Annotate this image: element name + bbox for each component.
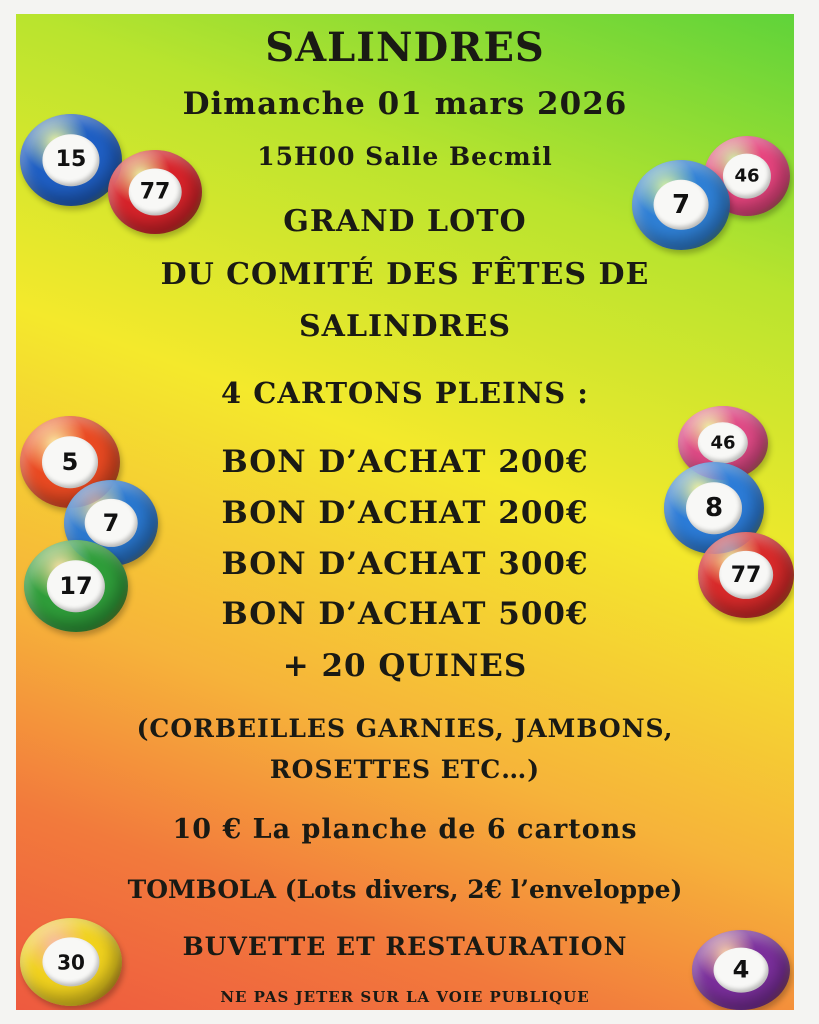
prize-1: BON D’ACHAT 200€	[221, 444, 589, 480]
prizes-title: 4 CARTONS PLEINS :	[221, 376, 589, 410]
buvette-line: BUVETTE ET RESTAURATION	[182, 932, 628, 961]
bingo-ball-icon	[692, 930, 790, 1010]
prize-3: BON D’ACHAT 300€	[221, 546, 589, 582]
loto-poster	[16, 14, 794, 1010]
bingo-ball-number: 17	[47, 560, 105, 612]
bingo-ball-number: 15	[42, 134, 99, 186]
bingo-ball-number: 7	[654, 180, 709, 230]
bingo-ball-number: 77	[719, 551, 773, 599]
quines-detail-line-1: (CORBEILLES GARNIES, JAMBONS,	[136, 714, 674, 743]
bingo-ball-number: 7	[85, 499, 138, 547]
bingo-ball-icon	[20, 114, 122, 206]
bingo-ball-number: 30	[42, 937, 99, 986]
footer-notice: NE PAS JETER SUR LA VOIE PUBLIQUE	[220, 988, 590, 1006]
event-title-line-3: SALINDRES	[299, 309, 511, 344]
town-title: SALINDRES	[265, 24, 545, 71]
bingo-ball-number: 4	[714, 948, 769, 993]
bingo-ball-icon	[698, 532, 794, 618]
bingo-ball-number: 46	[698, 422, 748, 463]
price-line: 10 € La planche de 6 cartons	[172, 814, 638, 845]
bingo-ball-icon	[108, 150, 202, 234]
tombola-line: TOMBOLA (Lots divers, 2€ l’enveloppe)	[127, 875, 683, 904]
bingo-ball-icon	[20, 918, 122, 1006]
event-title-line-1: GRAND LOTO	[283, 204, 527, 239]
prize-4: BON D’ACHAT 500€	[221, 596, 589, 632]
event-time-place: 15H00 Salle Becmil	[257, 142, 553, 171]
bingo-ball-number: 5	[42, 436, 98, 488]
event-date: Dimanche 01 mars 2026	[182, 86, 628, 122]
quines-detail-line-2: ROSETTES ETC…)	[269, 755, 541, 784]
bingo-ball-number: 46	[723, 154, 771, 199]
bingo-ball-number: 77	[129, 168, 182, 215]
bingo-ball-number: 8	[686, 482, 742, 534]
bingo-ball-icon	[24, 540, 128, 632]
prize-2: BON D’ACHAT 200€	[221, 495, 589, 531]
bingo-ball-icon	[632, 160, 730, 250]
event-title-line-2: DU COMITÉ DES FÊTES DE	[160, 257, 650, 292]
quines-line: + 20 QUINES	[282, 648, 528, 684]
